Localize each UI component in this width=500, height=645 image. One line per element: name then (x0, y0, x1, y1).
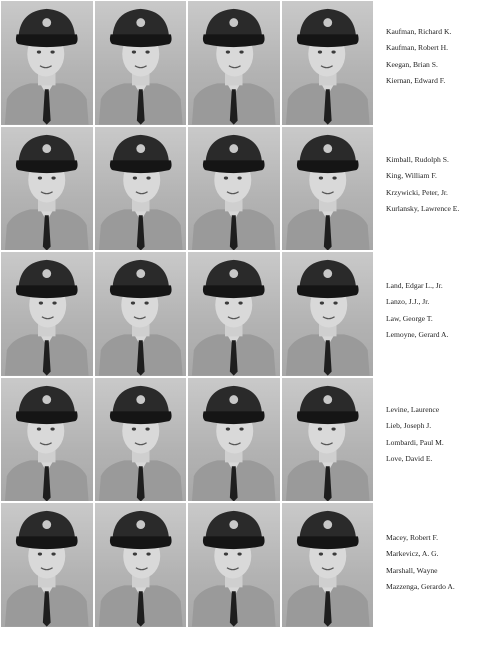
soldier-portrait-icon (188, 1, 280, 125)
name-label: Land, Edgar L., Jr. (386, 281, 443, 290)
soldier-portrait-icon (95, 378, 187, 502)
soldier-portrait-icon (282, 503, 374, 627)
name-list-row-3 (386, 278, 500, 344)
soldier-portrait-icon (188, 252, 280, 376)
portrait-photo (281, 377, 375, 503)
soldier-portrait-icon (1, 127, 93, 251)
name-label: Krzywicki, Peter, Jr. (386, 187, 448, 197)
name-label: Lieb, Joseph J. (386, 421, 432, 431)
name-label: Keegan, Brian S. (386, 59, 438, 69)
name-label: Macey, Robert F. (386, 533, 439, 542)
portrait-photo (187, 0, 281, 126)
soldier-portrait-icon (188, 503, 280, 627)
name-label: Love, David E. (386, 454, 433, 464)
name-label: Marshall, Wayne (386, 565, 438, 575)
portrait-photo (94, 126, 188, 252)
portrait-photo (0, 0, 94, 126)
portrait-photo (187, 502, 281, 628)
soldier-portrait-icon (282, 127, 374, 251)
name-label: Kaufman, Robert H. (386, 43, 448, 53)
soldier-portrait-icon (95, 1, 187, 125)
soldier-portrait-icon (95, 503, 187, 627)
soldier-portrait-icon (282, 378, 374, 502)
portrait-photo (0, 251, 94, 377)
name-label: Lanzo, J.J., Jr. (386, 297, 430, 307)
name-label: Kurlansky, Lawrence E. (386, 204, 460, 214)
name-label: Mazzenga, Gerardo A. (386, 582, 455, 592)
portrait-photo (187, 126, 281, 252)
soldier-portrait-icon (188, 378, 280, 502)
name-label: Kiernan, Edward F. (386, 76, 446, 86)
soldier-portrait-icon (1, 1, 93, 125)
portrait-photo (94, 251, 188, 377)
name-label: Kimball, Rudolph S. (386, 155, 449, 164)
page-bottom-margin (0, 628, 500, 645)
portrait-photo (0, 502, 94, 628)
name-label: Kaufman, Richard K. (386, 27, 452, 36)
portrait-photo (0, 126, 94, 252)
portrait-photo (0, 377, 94, 503)
soldier-portrait-icon (282, 1, 374, 125)
portrait-photo (94, 502, 188, 628)
soldier-portrait-icon (282, 252, 374, 376)
portrait-photo (281, 251, 375, 377)
name-list-row-1 (386, 24, 500, 90)
soldier-portrait-icon (1, 378, 93, 502)
soldier-portrait-icon (188, 127, 280, 251)
name-label: Lemoyne, Gerard A. (386, 330, 449, 340)
soldier-portrait-icon (1, 503, 93, 627)
name-label: Markevicz, A. G. (386, 549, 439, 559)
portrait-photo (281, 502, 375, 628)
soldier-portrait-icon (95, 252, 187, 376)
name-label: Lombardi, Paul M. (386, 437, 444, 447)
portrait-photo (94, 0, 188, 126)
soldier-portrait-icon (1, 252, 93, 376)
soldier-portrait-icon (95, 127, 187, 251)
portrait-photo (187, 377, 281, 503)
portrait-photo (281, 126, 375, 252)
name-list-row-5 (386, 530, 500, 596)
name-list-row-4 (386, 402, 500, 468)
name-label: Levine, Laurence (386, 405, 440, 414)
portrait-photo (187, 251, 281, 377)
name-label: King, William F. (386, 171, 437, 181)
portrait-photo (281, 0, 375, 126)
portrait-photo (94, 377, 188, 503)
name-list-row-2 (386, 152, 500, 218)
name-label: Law, George T. (386, 313, 433, 323)
